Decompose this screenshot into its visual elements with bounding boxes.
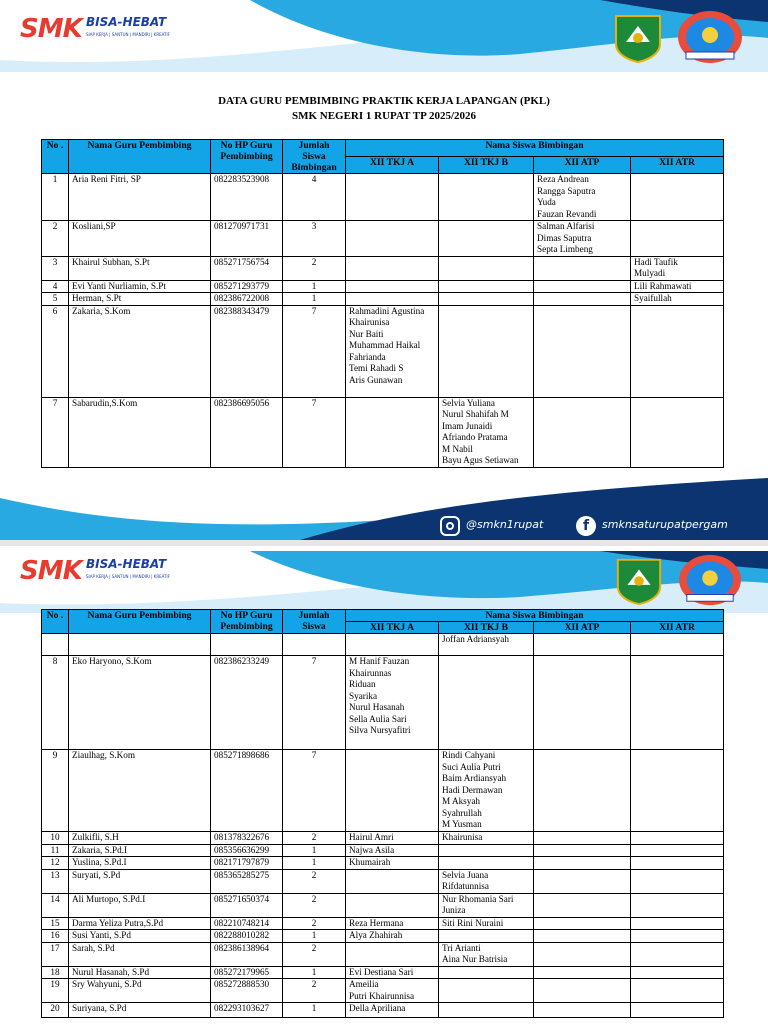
cell-no: 16 <box>42 930 69 943</box>
facebook-icon: f <box>576 516 596 536</box>
table-row <box>42 1003 724 1018</box>
cell-tkj-b-students: Joffan Adriansyah <box>439 634 534 656</box>
cell-teacher-name: Zakaria, S.Pd.I <box>69 844 211 857</box>
cell-atp-students <box>534 293 631 306</box>
cell-phone: 085271756754 <box>211 256 283 280</box>
cell-no: 20 <box>42 1003 69 1018</box>
cell-atr-students <box>631 634 724 656</box>
cell-phone: 085272888530 <box>211 979 283 1003</box>
cell-atr-students <box>631 869 724 893</box>
cell-tkj-a-students <box>346 750 439 832</box>
cell-tkj-b-students: Khairunisa <box>439 832 534 845</box>
header-class-atr: XII ATR <box>631 622 724 634</box>
cell-tkj-a-students: Ameilia Putri Khairunnisa <box>346 979 439 1003</box>
cell-tkj-a-students: Reza Hermana <box>346 917 439 930</box>
cell-tkj-b-students <box>439 844 534 857</box>
cell-atr-students: Syaifullah <box>631 293 724 306</box>
cell-atr-students <box>631 942 724 966</box>
cell-atr-students <box>631 305 724 397</box>
header-no: No . <box>42 610 69 634</box>
table-row <box>42 930 724 943</box>
cell-phone: 082283523908 <box>211 174 283 221</box>
header-phone: No HP Guru Pembimbing <box>211 140 283 174</box>
cell-teacher-name: Khairul Subhan, S.Pt <box>69 256 211 280</box>
cell-atp-students <box>534 917 631 930</box>
cell-phone: 085365285275 <box>211 869 283 893</box>
province-emblem-icon <box>614 556 664 606</box>
title-line-2: SMK NEGERI 1 RUPAT TP 2025/2026 <box>291 110 477 122</box>
header-class-tkj-b: XII TKJ B <box>439 157 534 174</box>
cell-teacher-name: Suryati, S.Pd <box>69 869 211 893</box>
table-row <box>42 656 724 750</box>
cell-no: 15 <box>42 917 69 930</box>
cell-tkj-a-students <box>346 280 439 293</box>
cell-phone: 082171797879 <box>211 857 283 870</box>
cell-teacher-name: Herman, S.Pt <box>69 293 211 306</box>
school-logo <box>20 556 82 586</box>
cell-phone: 085271650374 <box>211 893 283 917</box>
cell-phone: 085271898686 <box>211 750 283 832</box>
header-class-tkj-a: XII TKJ A <box>346 622 439 634</box>
table-row <box>42 280 724 293</box>
cell-no: 14 <box>42 893 69 917</box>
cell-atp-students <box>534 844 631 857</box>
logo-slogan: BISA-HEBAT <box>86 15 167 29</box>
cell-tkj-b-students <box>439 256 534 280</box>
cell-tkj-a-students: Khumairah <box>346 857 439 870</box>
cell-atr-students <box>631 844 724 857</box>
cell-tkj-b-students <box>439 293 534 306</box>
logo-main-text: SMK <box>20 556 82 586</box>
cell-tkj-a-students: M Hanif Fauzan Khairunnas Riduan Syarika Nurul Hasanah Sella Aulia Sari Silva Nursyafitri <box>346 656 439 750</box>
cell-student-count: 1 <box>283 857 346 870</box>
province-emblem-icon <box>612 12 664 64</box>
header-student-count: Jumlah Siswa Bimbingan <box>283 140 346 174</box>
table-row <box>42 844 724 857</box>
cell-phone: 081378322676 <box>211 832 283 845</box>
cell-teacher-name: Zulkifli, S.H <box>69 832 211 845</box>
document-page-2 <box>0 546 768 1024</box>
cell-atr-students <box>631 656 724 750</box>
cell-teacher-name: Yuslina, S.Pd.I <box>69 857 211 870</box>
cell-phone: 085272179965 <box>211 966 283 979</box>
cell-atr-students <box>631 917 724 930</box>
cell-tkj-b-students <box>439 174 534 221</box>
cell-atr-students <box>631 930 724 943</box>
cell-student-count: 4 <box>283 174 346 221</box>
cell-student-count: 2 <box>283 869 346 893</box>
cell-atr-students: Lili Rahmawati <box>631 280 724 293</box>
logo-slogan: BISA-HEBAT <box>86 557 167 571</box>
cell-tkj-a-students <box>346 221 439 257</box>
cell-no: 6 <box>42 305 69 397</box>
cell-student-count: 2 <box>283 917 346 930</box>
cell-tkj-b-students: Nur Rhomania Sari Juniza <box>439 893 534 917</box>
table-row <box>42 174 724 221</box>
cell-phone: 082386233249 <box>211 656 283 750</box>
cell-no <box>42 634 69 656</box>
header-phone: No HP Guru Pembimbing <box>211 610 283 634</box>
cell-atr-students <box>631 857 724 870</box>
cell-atr-students <box>631 832 724 845</box>
cell-student-count: 1 <box>283 844 346 857</box>
cell-tkj-a-students <box>346 293 439 306</box>
cell-phone <box>211 634 283 656</box>
table-row <box>42 869 724 893</box>
table-row <box>42 293 724 306</box>
header-teacher-name: Nama Guru Pembimbing <box>69 610 211 634</box>
table-row <box>42 893 724 917</box>
cell-no: 10 <box>42 832 69 845</box>
cell-teacher-name: Zakaria, S.Kom <box>69 305 211 397</box>
cell-teacher-name: Eko Haryono, S.Kom <box>69 656 211 750</box>
cell-atp-students <box>534 256 631 280</box>
header-student-names: Nama Siswa Bimbingan <box>346 610 724 622</box>
cell-no: 8 <box>42 656 69 750</box>
cell-atr-students <box>631 1003 724 1018</box>
title-line-1: DATA GURU PEMBIMBING PRAKTIK KERJA LAPANGAN (PKL) <box>218 95 550 107</box>
cell-atp-students <box>534 832 631 845</box>
school-emblem-icon <box>676 8 744 66</box>
cell-student-count: 2 <box>283 893 346 917</box>
cell-teacher-name: Evi Yanti Nurliamin, S.Pt <box>69 280 211 293</box>
school-logo <box>20 14 82 44</box>
cell-tkj-a-students: Hairul Amri <box>346 832 439 845</box>
cell-tkj-a-students: Rahmadini Agustina Khairunisa Nur Baiti Muhammad Haikal Fahrianda Temi Rahadi S Aris Gunawan <box>346 305 439 397</box>
cell-atp-students <box>534 893 631 917</box>
cell-phone: 082288010282 <box>211 930 283 943</box>
cell-tkj-a-students <box>346 942 439 966</box>
cell-tkj-a-students <box>346 397 439 467</box>
table-row <box>42 917 724 930</box>
cell-teacher-name: Ziaulhag, S.Kom <box>69 750 211 832</box>
cell-no: 2 <box>42 221 69 257</box>
header-student-count: Jumlah Siswa <box>283 610 346 634</box>
cell-atp-students: Reza Andrean Rangga Saputra Yuda Fauzan Revandi <box>534 174 631 221</box>
cell-student-count: 1 <box>283 966 346 979</box>
facebook-handle[interactable]: smknsaturupatpergam <box>602 518 728 531</box>
cell-no: 13 <box>42 869 69 893</box>
cell-tkj-a-students <box>346 256 439 280</box>
cell-tkj-a-students <box>346 174 439 221</box>
cell-phone: 082386138964 <box>211 942 283 966</box>
advisor-table-page-2 <box>41 609 724 1018</box>
cell-teacher-name: Sry Wahyuni, S.Pd <box>69 979 211 1003</box>
cell-teacher-name: Ali Murtopo, S.Pd.I <box>69 893 211 917</box>
cell-atp-students <box>534 869 631 893</box>
cell-atr-students <box>631 893 724 917</box>
cell-student-count: 7 <box>283 397 346 467</box>
cell-no: 7 <box>42 397 69 467</box>
cell-tkj-a-students: Della Apriliana <box>346 1003 439 1018</box>
cell-atr-students: Hadi Taufik Mulyadi <box>631 256 724 280</box>
document-title <box>0 94 768 124</box>
table-row <box>42 966 724 979</box>
table-row <box>42 634 724 656</box>
cell-teacher-name: Suriyana, S.Pd <box>69 1003 211 1018</box>
cell-no: 19 <box>42 979 69 1003</box>
cell-tkj-a-students <box>346 893 439 917</box>
cell-tkj-a-students: Evi Destiana Sari <box>346 966 439 979</box>
header-no: No . <box>42 140 69 174</box>
cell-student-count: 3 <box>283 221 346 257</box>
header-row <box>42 140 724 157</box>
header-class-tkj-a: XII TKJ A <box>346 157 439 174</box>
cell-no: 17 <box>42 942 69 966</box>
cell-atp-students <box>534 942 631 966</box>
cell-teacher-name: Darma Yeliza Putra,S.Pd <box>69 917 211 930</box>
cell-student-count: 1 <box>283 1003 346 1018</box>
cell-student-count: 7 <box>283 750 346 832</box>
cell-phone: 082386695056 <box>211 397 283 467</box>
logo-tagline: SIAP KERJA | SANTUN | MANDIRI | KREATIF <box>86 32 170 37</box>
cell-phone: 081270971731 <box>211 221 283 257</box>
cell-atr-students <box>631 979 724 1003</box>
cell-tkj-b-students <box>439 979 534 1003</box>
cell-atp-students <box>534 750 631 832</box>
cell-atp-students <box>534 966 631 979</box>
cell-atp-students <box>534 1003 631 1018</box>
cell-teacher-name: Sarah, S.Pd <box>69 942 211 966</box>
cell-phone: 082386722008 <box>211 293 283 306</box>
header-teacher-name: Nama Guru Pembimbing <box>69 140 211 174</box>
cell-atp-students <box>534 397 631 467</box>
header-class-atp: XII ATP <box>534 157 631 174</box>
cell-tkj-b-students <box>439 930 534 943</box>
cell-no: 18 <box>42 966 69 979</box>
cell-no: 1 <box>42 174 69 221</box>
cell-student-count: 7 <box>283 305 346 397</box>
cell-student-count: 2 <box>283 832 346 845</box>
logo-main-text: SMK <box>20 14 82 44</box>
cell-atp-students: Salman Alfarisi Dimas Saputra Septa Limbeng <box>534 221 631 257</box>
table-row <box>42 832 724 845</box>
cell-atr-students <box>631 750 724 832</box>
cell-tkj-a-students <box>346 634 439 656</box>
table-row <box>42 750 724 832</box>
cell-no: 9 <box>42 750 69 832</box>
cell-atp-students <box>534 280 631 293</box>
cell-atp-students <box>534 634 631 656</box>
header-class-atp: XII ATP <box>534 622 631 634</box>
cell-student-count: 1 <box>283 293 346 306</box>
table-row <box>42 942 724 966</box>
cell-tkj-b-students: Rindi Cahyani Suci Aulia Putri Baim Ardiansyah Hadi Dermawan M Aksyah Syahrullah M Yusman <box>439 750 534 832</box>
cell-atr-students <box>631 966 724 979</box>
cell-no: 5 <box>42 293 69 306</box>
cell-tkj-b-students <box>439 656 534 750</box>
cell-tkj-b-students: Selvia Juana Rifdatunnisa <box>439 869 534 893</box>
cell-teacher-name: Kosliani,SP <box>69 221 211 257</box>
cell-teacher-name: Susi Yanti, S.Pd <box>69 930 211 943</box>
cell-student-count: 2 <box>283 942 346 966</box>
cell-phone: 085356636299 <box>211 844 283 857</box>
table-row <box>42 256 724 280</box>
cell-teacher-name: Sabarudin,S.Kom <box>69 397 211 467</box>
instagram-icon <box>440 516 460 536</box>
table-row <box>42 857 724 870</box>
cell-tkj-b-students <box>439 966 534 979</box>
cell-student-count: 1 <box>283 280 346 293</box>
cell-atp-students <box>534 979 631 1003</box>
header-class-atr: XII ATR <box>631 157 724 174</box>
cell-tkj-b-students <box>439 305 534 397</box>
table-row <box>42 979 724 1003</box>
cell-atr-students <box>631 174 724 221</box>
table-row <box>42 397 724 467</box>
cell-teacher-name: Nurul Hasanah, S.Pd <box>69 966 211 979</box>
table-row <box>42 305 724 397</box>
cell-phone: 082210748214 <box>211 917 283 930</box>
cell-tkj-b-students <box>439 1003 534 1018</box>
cell-student-count: 7 <box>283 656 346 750</box>
cell-no: 12 <box>42 857 69 870</box>
cell-atp-students <box>534 656 631 750</box>
cell-tkj-a-students: Najwa Asila <box>346 844 439 857</box>
cell-tkj-b-students: Selvia Yuliana Nurul Shahifah M Imam Junaidi Afriando Pratama M Nabil Bayu Agus Setiawan <box>439 397 534 467</box>
cell-atr-students <box>631 221 724 257</box>
header-row <box>42 610 724 622</box>
table-row <box>42 221 724 257</box>
header-class-tkj-b: XII TKJ B <box>439 622 534 634</box>
cell-atp-students <box>534 857 631 870</box>
cell-tkj-a-students: Alya Zhahirah <box>346 930 439 943</box>
cell-phone: 082388343479 <box>211 305 283 397</box>
school-emblem-icon <box>676 552 744 608</box>
cell-student-count: 1 <box>283 930 346 943</box>
cell-atp-students <box>534 305 631 397</box>
header-student-names: Nama Siswa Bimbingan <box>346 140 724 157</box>
cell-student-count: 2 <box>283 979 346 1003</box>
cell-tkj-a-students <box>346 869 439 893</box>
cell-student-count <box>283 634 346 656</box>
cell-teacher-name <box>69 634 211 656</box>
logo-tagline: SIAP KERJA | SANTUN | MANDIRI | KREATIF <box>86 574 170 579</box>
cell-teacher-name: Aria Reni Fitri, SP <box>69 174 211 221</box>
cell-tkj-b-students: Siti Rini Nuraini <box>439 917 534 930</box>
cell-no: 3 <box>42 256 69 280</box>
cell-tkj-b-students <box>439 221 534 257</box>
cell-atr-students <box>631 397 724 467</box>
advisor-table-page-1 <box>41 139 724 468</box>
cell-phone: 085271293779 <box>211 280 283 293</box>
cell-tkj-b-students: Tri Arianti Aina Nur Batrisia <box>439 942 534 966</box>
instagram-handle[interactable]: @smkn1rupat <box>466 518 544 531</box>
cell-atp-students <box>534 930 631 943</box>
cell-tkj-b-students <box>439 857 534 870</box>
cell-no: 11 <box>42 844 69 857</box>
cell-tkj-b-students <box>439 280 534 293</box>
cell-no: 4 <box>42 280 69 293</box>
cell-student-count: 2 <box>283 256 346 280</box>
cell-phone: 082293103627 <box>211 1003 283 1018</box>
